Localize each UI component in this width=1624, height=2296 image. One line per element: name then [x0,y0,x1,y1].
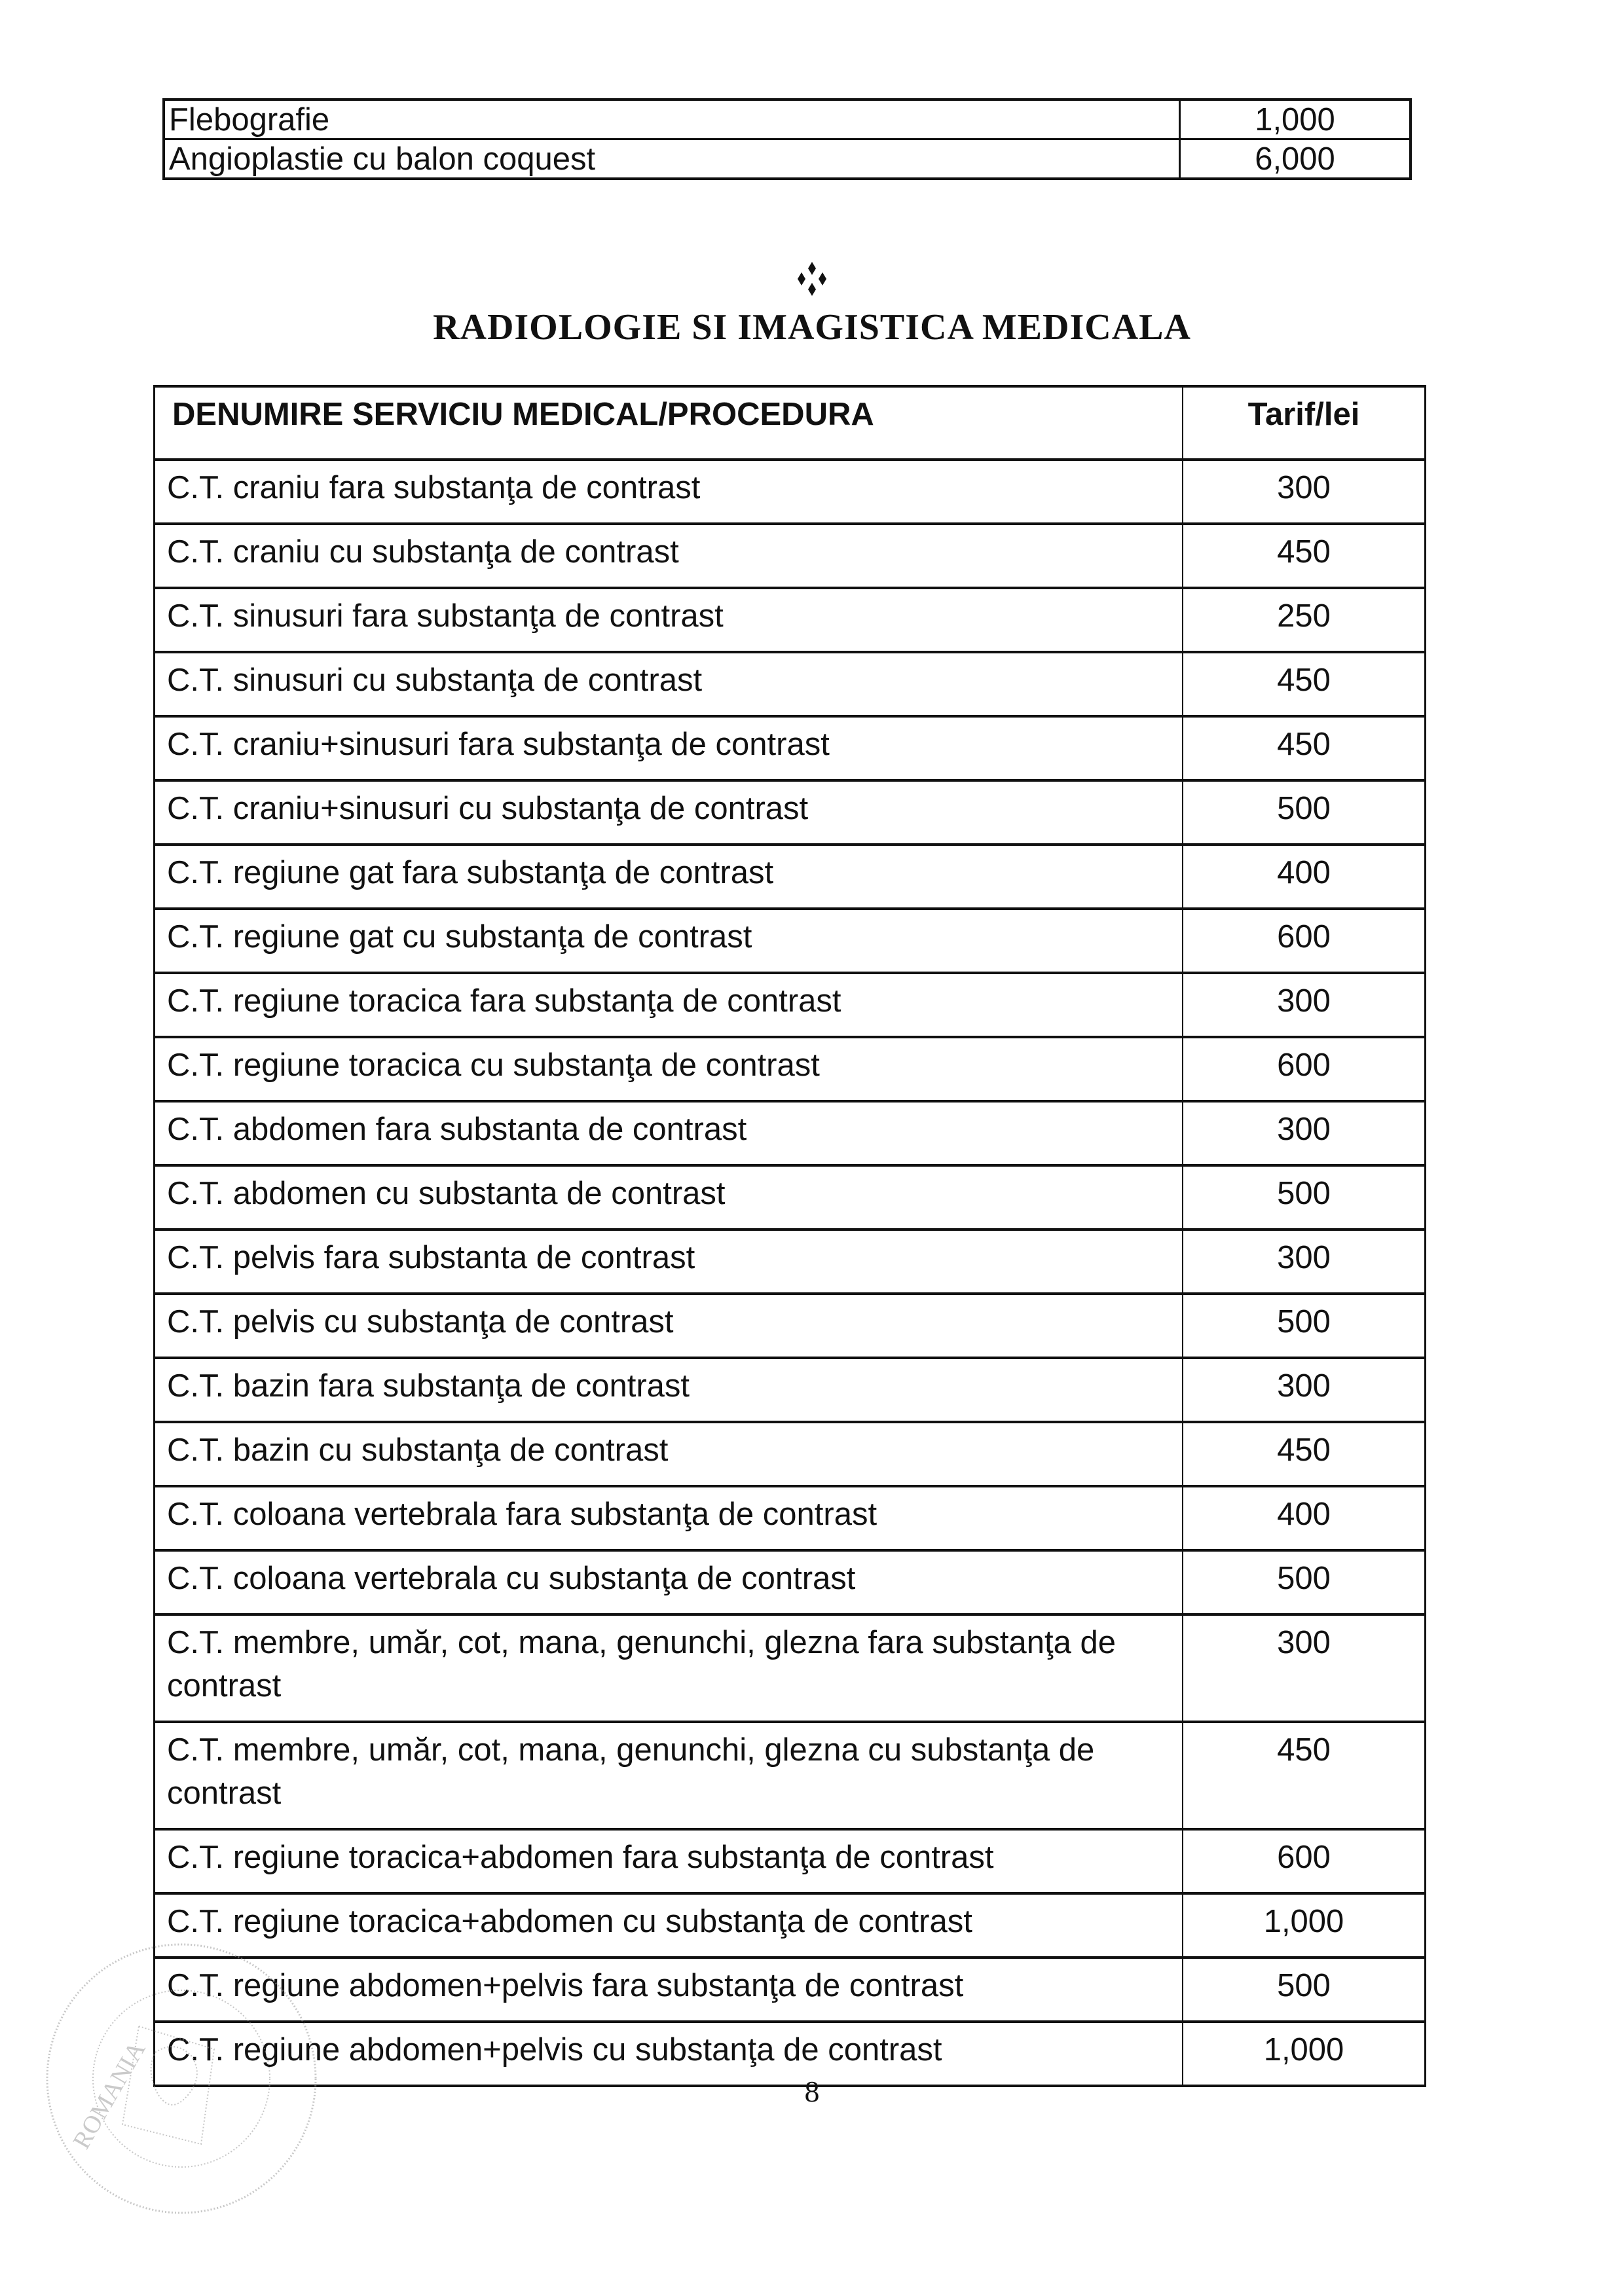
table-row [155,1294,1426,1358]
service-tariff: 600 [1183,1037,1426,1101]
service-tariff: 400 [1183,1486,1426,1550]
service-name: C.T. craniu cu substanţa de contrast [155,524,1183,588]
table-row [155,1893,1426,1958]
table-row [155,845,1426,909]
service-tariff: 500 [1183,1958,1426,2022]
service-name: C.T. bazin cu substanţa de contrast [155,1422,1183,1486]
service-tariff: 450 [1183,716,1426,780]
service-name: C.T. regiune toracica+abdomen cu substanţa de contrast [155,1893,1183,1958]
table-row [155,973,1426,1037]
service-tariff: 500 [1183,1165,1426,1230]
four-diamond-ornament-icon [0,261,1624,306]
column-header-tariff: Tarif/lei [1183,386,1426,460]
service-name: C.T. membre, umăr, cot, mana, genunchi, glezna fara substanţa de contrast [155,1614,1183,1722]
table-row [155,588,1426,652]
table-row [155,716,1426,780]
service-name: C.T. sinusuri cu substanţa de contrast [155,652,1183,716]
service-name: C.T. regiune toracica+abdomen fara substanţa de contrast [155,1829,1183,1893]
table-row [155,1101,1426,1165]
service-name: C.T. regiune abdomen+pelvis fara substanţa de contrast [155,1958,1183,2022]
table-row [155,1958,1426,2022]
svg-text:ROMANIA: ROMANIA [67,2037,151,2154]
service-tariff: 450 [1183,652,1426,716]
service-name: C.T. regiune gat cu substanţa de contrast [155,909,1183,973]
table-row [155,1165,1426,1230]
service-tariff: 300 [1183,1358,1426,1422]
table-row [155,460,1426,524]
service-tariff: 300 [1183,1230,1426,1294]
continuation-table [162,98,1412,180]
table-row [155,1358,1426,1422]
service-name: C.T. regiune gat fara substanţa de contrast [155,845,1183,909]
service-name: C.T. bazin fara substanţa de contrast [155,1358,1183,1422]
service-name: Flebografie [164,100,1180,139]
service-tariff: 450 [1183,1722,1426,1829]
service-name: C.T. pelvis fara substanta de contrast [155,1230,1183,1294]
service-tariff: 600 [1183,1829,1426,1893]
table-header-row [155,386,1426,460]
service-tariff: 500 [1183,1294,1426,1358]
table-row [155,1829,1426,1893]
service-name: Angioplastie cu balon coquest [164,139,1180,179]
service-name: C.T. coloana vertebrala cu substanţa de contrast [155,1550,1183,1614]
service-tariff: 300 [1183,460,1426,524]
service-tariff: 300 [1183,1101,1426,1165]
service-name: C.T. abdomen cu substanta de contrast [155,1165,1183,1230]
service-tariff: 6,000 [1180,139,1411,179]
service-tariff: 1,000 [1180,100,1411,139]
service-name: C.T. regiune toracica fara substanţa de contrast [155,973,1183,1037]
service-name: C.T. craniu fara substanţa de contrast [155,460,1183,524]
service-name: C.T. craniu+sinusuri fara substanţa de contrast [155,716,1183,780]
table-row [155,909,1426,973]
table-row [155,1486,1426,1550]
section-title: RADIOLOGIE SI IMAGISTICA MEDICALA [433,307,1191,348]
service-tariff: 500 [1183,780,1426,845]
service-name: C.T. pelvis cu substanţa de contrast [155,1294,1183,1358]
table-row [155,1614,1426,1722]
table-row [155,780,1426,845]
service-name: C.T. regiune abdomen+pelvis cu substanţa de contrast [155,2022,1183,2086]
service-tariff: 250 [1183,588,1426,652]
column-header-service: DENUMIRE SERVICIU MEDICAL/PROCEDURA [155,386,1183,460]
table-row [155,652,1426,716]
service-tariff: 1,000 [1183,1893,1426,1958]
table-row [155,1550,1426,1614]
table-row [155,1037,1426,1101]
table-row [164,139,1411,179]
service-tariff: 400 [1183,845,1426,909]
page-number: 8 [804,2075,820,2108]
service-name: C.T. craniu+sinusuri cu substanţa de contrast [155,780,1183,845]
service-name: C.T. membre, umăr, cot, mana, genunchi, glezna cu substanţa de contrast [155,1722,1183,1829]
table-row [155,524,1426,588]
service-tariff: 600 [1183,909,1426,973]
table-row [164,100,1411,139]
table-row [155,1722,1426,1829]
service-tariff: 300 [1183,1614,1426,1722]
service-name: C.T. regiune toracica cu substanţa de contrast [155,1037,1183,1101]
price-table [153,385,1426,2087]
service-tariff: 450 [1183,524,1426,588]
service-tariff: 450 [1183,1422,1426,1486]
service-tariff: 1,000 [1183,2022,1426,2086]
service-tariff: 500 [1183,1550,1426,1614]
service-name: C.T. sinusuri fara substanţa de contrast [155,588,1183,652]
service-name: C.T. abdomen fara substanta de contrast [155,1101,1183,1165]
service-name: C.T. coloana vertebrala fara substanţa de contrast [155,1486,1183,1550]
table-row [155,1422,1426,1486]
table-row [155,1230,1426,1294]
service-tariff: 300 [1183,973,1426,1037]
